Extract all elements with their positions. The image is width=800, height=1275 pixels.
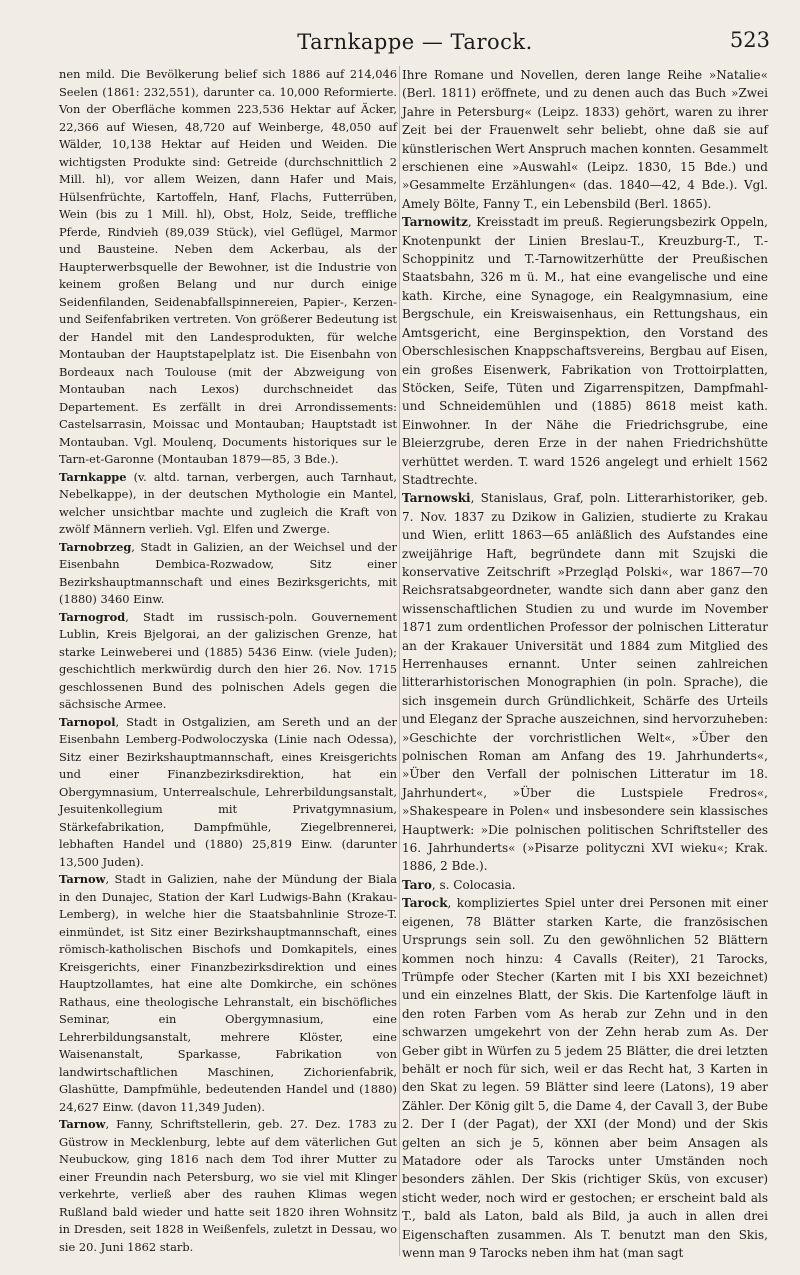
dictionary-entry bbox=[59, 714, 397, 872]
entry-text: , Stadt in Ostgalizien, am Sereth und an der Eisenbahn Lemberg-Podwoloczyska (Linie nach Odessa), Sitz einer Bezirkshauptmannschaft, eines Kreisgerichts und einer Finanzbezirksdirektion, hat ein Obergymnasium, Unterrealschule, Lehrerbildungsanstalt, Jesuitenkollegium mit Privatgymnasium, Stärkefabrikation, Dampfmühle, Ziegelbrennerei, lebhaften Handel und (1880) 25,819 Einw. (darunter 13,500 Juden). bbox=[59, 714, 397, 869]
entry-headword: Tarnowski bbox=[402, 491, 471, 506]
page-header bbox=[60, 24, 770, 64]
entry-text: , kompliziertes Spiel unter drei Personen mit einer eigenen, 78 Blätter starken Karte, die französischen Ursprungs sein soll. Zu den gewöhnlichen 52 Blättern kommen noch hinzu: 4 Cavalls (Reiter), 21 Tarocks, Trümpfe oder Stecher (Karten mit I bis XXI bezeichnet) und ein einzelnes Blatt, der Skis. Die Kartenfolge läuft in den roten Farben vom As herab zur Zehn und in den schwarzen umgekehrt von der Zehn herab zum As. Der Geber gibt in Würfen zu 5 jedem 25 Blätter, die drei letzten behält er noch für sich, weil er das Recht hat, 3 Karten in den Skat zu legen. 59 Blätter sind leere (Latons), 19 aber Zähler. Der König gilt 5, die Dame 4, der Cavall 3, der Bube 2. Der I (der Pagat), der XXI (der Mond) und der Skis gelten an sich je 5, können aber beim Ansagen als Matadore oder als Tarocks unter Umständen noch besonders zählen. Der Skis (richtiger Sküs, von excuser) sticht weder, noch wird er gestochen; er erscheint bald als T., bald als Laton, bald als Bild, ja auch in allen drei Eigenschaften zusammen. Als T. benutzt man den Skis, wenn man 9 Tarocks neben ihm hat (man sagt bbox=[402, 896, 768, 1260]
dictionary-entry bbox=[402, 489, 768, 876]
dictionary-entry bbox=[402, 894, 768, 1262]
entry-text: , Stadt in Galizien, nahe der Mündung der Biala in den Dunajec, Station der Karl Ludwigs-Bahn (Krakau-Lemberg), in welche hier die Staatsbahnlinie Stroze-T. einmündet, ist Sitz einer Bezirkshauptmannschaft, eines römisch-katholischen Bischofs und Domkapitels, eines Kreisgerichts, einer Finanzbezirksdirektion und eines Hauptzollamtes, hat eine alte Domkirche, ein schönes Rathaus, eine theologische Lehranstalt, ein bischöfliches Seminar, ein Obergymnasium, eine Lehrerbildungsanstalt, mehrere Klöster, eine Waisenanstalt, Sparkasse, Fabrikation von landwirtschaftlichen Maschinen, Zichorienfabrik, Glashütte, Dampfmühle, bedeutenden Handel und (1880) 24,627 Einw. (davon 11,349 Juden). bbox=[59, 872, 397, 1114]
entry-headword: Tarnkappe bbox=[59, 469, 127, 484]
dictionary-entry bbox=[402, 876, 768, 894]
entry-headword: Tarnopol bbox=[59, 714, 116, 729]
entry-text: , Stadt in Galizien, an der Weichsel und der Eisenbahn Dembica-Rozwadow, Sitz einer Bezirkshauptmannschaft und eines Bezirksgerichts, mit (1880) 3460 Einw. bbox=[59, 539, 397, 606]
entry-text: , Stanislaus, Graf, poln. Litterarhistoriker, geb. 7. Nov. 1837 zu Dzikow in Galizien, studierte zu Krakau und Wien, erlitt 1863—65 anläßlich des Aufstandes eine zweijährige Haft, begründete dann mit Szujski die konservative Zeitschrift »Przegląd Polski«, war 1867—70 Reichsratsabgeordneter, wandte sich dann aber ganz den wissenschaftlichen Studien zu und wurde im November 1871 zum ordentlichen Professor der polnischen Litteratur an der Krakauer Universität und 1884 zum Mitglied des Herrenhauses ernannt. Unter seinen zahlreichen litterarhistorischen Monographien (in poln. Sprache), die sich insgemein durch Gründlichkeit, Schärfe des Urteils und Eleganz der Sprache auszeichnen, sind hervorzuheben: »Geschichte der vorchristlichen Welt«, »Über den polnischen Roman am Anfang des 19. Jahrhunderts«, »Über den Verfall der polnischen Litteratur im 18. Jahrhundert«, »Über die Lustspiele Fredros«, »Shakespeare in Polen« und insbesondere sein klassisches Hauptwerk: »Die polnischen politischen Schriftsteller des 16. Jahrhunderts« (»Pisarze polityczni XVI wieku«; Krak. 1886, 2 Bde.). bbox=[402, 491, 768, 874]
dictionary-entry bbox=[59, 609, 397, 714]
entry-text: nen mild. Die Bevölkerung belief sich 1886 auf 214,046 Seelen (1861: 232,551), darunter ca. 10,000 Reformierte. Von der Oberfläche kommen 223,536 Hektar auf Äcker, 22,366 auf Wiesen, 48,720 auf Weinberge, 48,050 auf Wälder, 10,138 Hektar auf Heiden und Weiden. Die wichtigsten Produkte sind: Getreide (durchschnittlich 2 Mill. hl), vor allem Weizen, dann Hafer und Mais, Hülsenfrüchte, Kartoffeln, Hanf, Flachs, Futterrüben, Wein (bis zu 1 Mill. hl), Obst, Holz, Seide, treffliche Pferde, Rindvieh (89,039 Stück), viel Geflügel, Marmor und Bausteine. Neben dem Ackerbau, als der Haupterwerbsquelle der Bewohner, ist die Industrie von keinem großen Belang und nur durch einige Seidenfilanden, Seidenabfallspinnereien, Papier-, Kerzen- und Seifenfabriken vertreten. Von größerer Bedeutung ist der Handel mit den Landesprodukten, für welche Montauban der Hauptstapelplatz ist. Die Eisenbahn von Bordeaux nach Toulouse (mit der Abzweigung von Montauban nach Lexos) durchschneidet das Departement. Es zerfällt in drei Arrondissements: Castelsarrasin, Moissac und Montauban; Hauptstadt ist Montauban. Vgl. Moulenq, Documents historiques sur le Tarn-et-Garonne (Montauban 1879—85, 3 Bde.). bbox=[59, 67, 397, 466]
dictionary-entry bbox=[59, 1116, 397, 1256]
dictionary-entry bbox=[402, 213, 768, 489]
entry-text: Ihre Romane und Novellen, deren lange Reihe »Natalie« (Berl. 1811) eröffnete, und zu denen auch das Buch »Zwei Jahre in Petersburg« (Leipz. 1833) gehört, waren zu ihrer Zeit bei der Frauenwelt sehr beliebt, ohne daß sie auf künstlerischen Wert Anspruch machen konnten. Gesammelt erschienen eine »Auswahl« (Leipz. 1830, 15 Bde.) und »Gesammelte Erzählungen« (das. 1840—42, 4 Bde.). Vgl. Amely Bölte, Fanny T., ein Lebensbild (Berl. 1865). bbox=[402, 68, 768, 211]
entry-text: , Fanny, Schriftstellerin, geb. 27. Dez. 1783 zu Güstrow in Mecklenburg, lebte auf dem väterlichen Gut Neubuckow, ging 1816 nach dem Tod ihrer Mutter zu einer Freundin nach Petersburg, wo sie viel mit Klinger verkehrte, verließ aber des rauhen Klimas wegen Rußland bald wieder und hatte seit 1820 ihren Wohnsitz in Dresden, seit 1828 in Weißenfels, zuletzt in Dessau, wo sie 20. Juni 1862 starb. bbox=[59, 1117, 397, 1254]
entry-continuation bbox=[402, 66, 768, 213]
entry-headword: Tarnowitz bbox=[402, 215, 468, 230]
running-title: Tarnkappe — Tarock. bbox=[297, 30, 533, 54]
dictionary-entry bbox=[59, 539, 397, 609]
entry-text: (v. altd. tarnan, verbergen, auch Tarnhaut, Nebelkappe), in der deutschen Mythologie ein Mantel, welcher unsichtbar machte und zugleich die Kraft von zwölf Männern verlieh. Vgl. Elfen und Zwerge. bbox=[59, 469, 397, 536]
entry-text: , Stadt im russisch-poln. Gouvernement Lublin, Kreis Bjelgorai, an der galizischen Grenze, hat starke Leinweberei und (1885) 5436 Einw. (viele Juden); geschichtlich merkwürdig durch den hier 26. Nov. 1715 geschlossenen Bund des polnischen Adels gegen die sächsische Armee. bbox=[59, 609, 397, 711]
dictionary-entry bbox=[59, 871, 397, 1116]
column-divider bbox=[399, 66, 400, 1256]
entry-continuation bbox=[59, 66, 397, 469]
right-column bbox=[402, 66, 768, 1262]
dictionary-entry bbox=[59, 469, 397, 539]
entry-text: , s. Colocasia. bbox=[431, 877, 516, 892]
entry-headword: Taro bbox=[402, 877, 432, 892]
entry-text: , Kreisstadt im preuß. Regierungsbezirk Oppeln, Knotenpunkt der Linien Breslau-T., Kreuzburg-T., T.-Schoppinitz und T.-Tarnowitzerhütte der Preußischen Staatsbahn, 326 m ü. M., hat eine evangelische und eine kath. Kirche, eine Synagoge, ein Realgymnasium, eine Bergschule, ein Kreiswaisenhaus, ein Rettungshaus, ein Amtsgericht, eine Berginspektion, den Vorstand des Oberschlesischen Knappschaftsvereins, Bergbau auf Eisen, ein großes Eisenwerk, Fabrikation von Trottoirplatten, Stöcken, Seife, Tüten und Zigarrenspitzen, Dampfmahl- und Schneidemühlen und (1885) 8618 meist kath. Einwohner. In der Nähe die Friedrichsgrube, eine Bleierzgrube, deren Erze in der nahen Friedrichshütte verhüttet werden. T. ward 1526 angelegt und erhielt 1562 Stadtrechte. bbox=[402, 215, 768, 487]
entry-headword: Tarnow bbox=[59, 1117, 106, 1131]
entry-headword: Tarnogrod bbox=[59, 609, 126, 624]
entry-headword: Tarnobrzeg bbox=[59, 539, 132, 554]
left-column bbox=[59, 66, 397, 1256]
entry-headword: Tarnow bbox=[59, 872, 106, 886]
page-number: 523 bbox=[729, 28, 770, 52]
entry-headword: Tarock bbox=[402, 896, 448, 911]
